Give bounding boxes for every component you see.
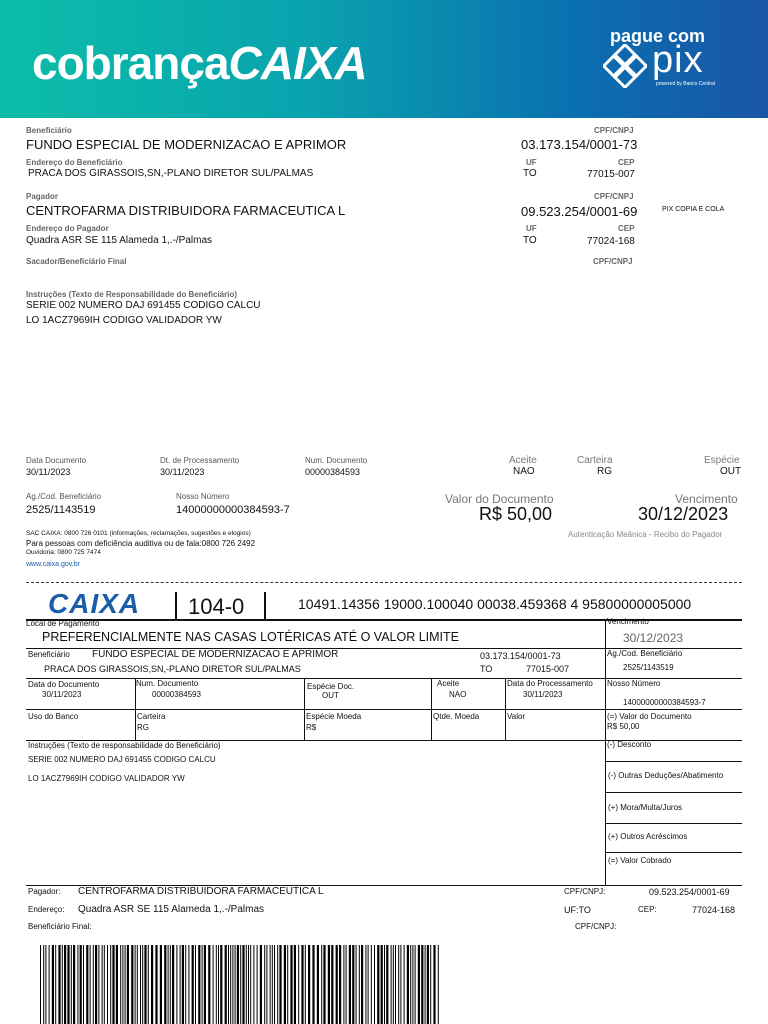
num-doc: 00000384593 xyxy=(152,690,201,699)
barcode xyxy=(40,945,440,1024)
end-benef: PRACA DOS GIRASSOIS,SN,-PLANO DIRETOR SUL/PALMAS xyxy=(28,168,314,179)
cep-label-2: CEP xyxy=(618,224,635,233)
nosso-numero-label: Nosso Número xyxy=(176,492,230,501)
sacador-label: Sacador/Beneficiário Final xyxy=(26,257,127,266)
divider xyxy=(264,592,266,620)
valor-doc: R$ 50,00 xyxy=(479,504,553,524)
rule xyxy=(605,792,742,793)
instr-2: LO 1ACZ7969IH CODIGO VALIDADOR YW xyxy=(28,774,185,783)
pagador-cnpj: 09.523.254/0001-69 xyxy=(649,887,730,897)
ag-value: 2525/1143519 xyxy=(623,663,674,672)
cpf-cnpj-label-3: CPF/CNPJ xyxy=(593,257,633,266)
nosso-value: 14000000000384593-7 xyxy=(623,698,706,707)
pagador-name: CENTROFARMA DISTRIBUIDORA FARMACEUTICA L xyxy=(78,886,324,897)
instr-1: SERIE 002 NUMERO DAJ 691455 CODIGO CALCU xyxy=(28,755,216,764)
especie-label: Espécie xyxy=(704,455,740,466)
benef-cnpj: 03.173.154/0001-73 xyxy=(480,651,561,661)
venc-label: Vencimento xyxy=(607,617,649,626)
endereco: Quadra ASR SE 115 Alameda 1,.-/Palmas xyxy=(78,904,265,915)
vencimento-label: Vencimento xyxy=(675,492,738,506)
especie-doc-label: Espécie Doc. xyxy=(307,682,355,691)
desconto-label: (-) Desconto xyxy=(607,740,652,749)
rule xyxy=(26,709,742,710)
data-doc-label: Data Documento xyxy=(26,456,87,465)
carteira-label: Carteira xyxy=(577,455,613,466)
cep-label: CEP: xyxy=(638,905,657,914)
pague-com-label: pague com xyxy=(610,26,706,46)
aceite-label: Aceite xyxy=(437,679,460,688)
autenticacao-label: Autenticação Meânica - Recibo do Pagador xyxy=(568,530,723,539)
rule xyxy=(605,852,742,853)
valor-doc-label: (=) Valor do Documento xyxy=(607,712,692,721)
endereco-label: Endereço: xyxy=(28,905,65,914)
nosso-label: Nosso Número xyxy=(607,679,661,688)
cpf-cnpj-label: CPF/CNPJ xyxy=(594,126,634,135)
num-doc: 00000384593 xyxy=(305,467,361,477)
caixa-logo: CAIXA xyxy=(48,588,141,619)
dt-proc: 30/11/2023 xyxy=(160,467,205,477)
valor-cobrado-label: (=) Valor Cobrado xyxy=(608,856,672,865)
benef-label: Beneficiário xyxy=(28,650,70,659)
num-doc-label: Num. Documento xyxy=(136,679,199,688)
cep-value: 77024-168 xyxy=(692,905,736,915)
local-pagamento-label: Local de Pagamento xyxy=(26,619,100,628)
especie-moeda: R$ xyxy=(306,723,317,732)
uf-label-2: UF xyxy=(526,224,537,233)
cep-pag: 77024-168 xyxy=(587,236,635,247)
cobranca-caixa-logo: cobrançaCAIXA xyxy=(32,37,367,89)
uf-pag: TO xyxy=(523,235,537,246)
cpf-cnpj-label: CPF/CNPJ: xyxy=(564,887,606,896)
num-doc-label: Num. Documento xyxy=(305,456,368,465)
valor-label: Valor xyxy=(507,712,526,721)
uso-banco-label: Uso do Banco xyxy=(28,712,79,721)
cep-label: CEP xyxy=(618,158,635,167)
aceite-label: Aceite xyxy=(509,455,537,466)
cpf-cnpj-label-2: CPF/CNPJ: xyxy=(575,922,617,931)
pix-icon xyxy=(603,44,647,88)
divider xyxy=(175,592,177,620)
aceite: NAO xyxy=(513,466,535,477)
pagador-name: CENTROFARMA DISTRIBUIDORA FARMACEUTICA L xyxy=(26,203,346,218)
especie: OUT xyxy=(720,466,742,477)
pix-powered-by: powered by Banco Central xyxy=(656,81,715,87)
end-pag: Quadra ASR SE 115 Alameda 1,.-/Palmas xyxy=(26,235,213,246)
instr-label: Instruções (Texto de responsabilidade do Beneficiário) xyxy=(28,741,221,750)
rule xyxy=(605,823,742,824)
pagador-label: Pagador xyxy=(26,192,59,201)
cpf-cnpj-label-2: CPF/CNPJ xyxy=(594,192,634,201)
beneficiario-name: FUNDO ESPECIAL DE MODERNIZACAO E APRIMOR xyxy=(26,137,347,152)
benef-cep: 77015-007 xyxy=(526,664,570,674)
vencimento: 30/12/2023 xyxy=(638,504,729,524)
data-proc-label: Data do Processamento xyxy=(507,679,593,688)
data-doc: 30/11/2023 xyxy=(26,467,71,477)
instrucoes-label: Instruções (Texto de Responsabilidade do Beneficiário) xyxy=(26,290,238,299)
data-proc: 30/11/2023 xyxy=(523,690,563,699)
valor-doc-label: Valor do Documento xyxy=(445,492,554,506)
dt-proc-label: Dt. de Processamento xyxy=(160,456,240,465)
sac-caixa: SAC CAIXA: 0800 726 0101 (informações, reclamações, sugestões e elogios) xyxy=(26,530,251,537)
benef-uf: TO xyxy=(480,664,493,674)
uf-label: UF xyxy=(526,158,537,167)
pix-wordmark: pix xyxy=(652,39,704,81)
caixa-site-link[interactable]: www.caixa.gov.br xyxy=(26,561,80,568)
carteira: RG xyxy=(137,723,149,732)
pagador-label: Pagador: xyxy=(28,887,61,896)
especie-doc: OUT xyxy=(322,691,339,700)
pagador-cnpj: 09.523.254/0001-69 xyxy=(521,204,638,219)
end-pag-label: Endereço do Pagador xyxy=(26,224,109,233)
uf-value: UF:TO xyxy=(564,905,591,915)
end-benef-label: Endereço do Beneficiário xyxy=(26,158,123,167)
beneficiario-label: Beneficiário xyxy=(26,126,72,135)
especie-moeda-label: Espécie Moeda xyxy=(306,712,362,721)
benef-name: FUNDO ESPECIAL DE MODERNIZACAO E APRIMOR xyxy=(92,649,339,660)
instrucao-2: LO 1ACZ7969IH CODIGO VALIDADOR YW xyxy=(26,315,222,326)
nosso-numero: 14000000000384593-7 xyxy=(176,504,290,516)
uf-benef: TO xyxy=(523,168,537,179)
venc-value: 30/12/2023 xyxy=(623,631,684,645)
outros-acrescimos-label: (+) Outros Acréscimos xyxy=(608,832,688,841)
outras-deducoes-label: (-) Outras Deduções/Abatimento xyxy=(608,771,724,780)
cut-line xyxy=(26,582,742,583)
pix-copia-cola-label: PIX COPIA E COLA xyxy=(662,206,725,213)
data-doc: 30/11/2023 xyxy=(42,690,82,699)
aceite: NAO xyxy=(449,690,467,699)
linha-digitavel: 10491.14356 19000.100040 00038.459368 4 95800000005000 xyxy=(298,596,692,612)
carteira: RG xyxy=(597,466,612,477)
qtde-moeda-label: Qtde. Moeda xyxy=(433,712,480,721)
right-column-line xyxy=(605,619,606,886)
ag-label: Ag./Cod. Beneficiário xyxy=(26,492,102,501)
carteira-label: Carteira xyxy=(137,712,166,721)
valor-doc: R$ 50,00 xyxy=(607,722,640,731)
mora-label: (+) Mora/Multa/Juros xyxy=(608,803,683,812)
bank-code: 104-0 xyxy=(188,594,245,619)
cep-benef: 77015-007 xyxy=(587,169,635,180)
benef-end: PRACA DOS GIRASSOIS,SN,-PLANO DIRETOR SUL/PALMAS xyxy=(44,664,301,674)
data-doc-label: Data do Documento xyxy=(28,680,100,689)
benef-final-label: Beneficiário Final: xyxy=(28,922,92,931)
ouvidoria: Ouvidoria: 0800 725 7474 xyxy=(26,549,101,556)
ag-value: 2525/1143519 xyxy=(26,504,96,516)
instrucao-1: SERIE 002 NUMERO DAJ 691455 CODIGO CALCU xyxy=(26,300,261,311)
sac-deficiencia: Para pessoas com deficiência auditiva ou de fala:0800 726 2492 xyxy=(26,539,256,548)
beneficiario-cnpj: 03.173.154/0001-73 xyxy=(521,137,638,152)
ag-label: Ag./Cod. Beneficiário xyxy=(607,649,683,658)
local-pagamento: PREFERENCIALMENTE NAS CASAS LOTÉRICAS ATÉ O VALOR LIMITE xyxy=(42,630,459,644)
rule xyxy=(605,761,742,762)
